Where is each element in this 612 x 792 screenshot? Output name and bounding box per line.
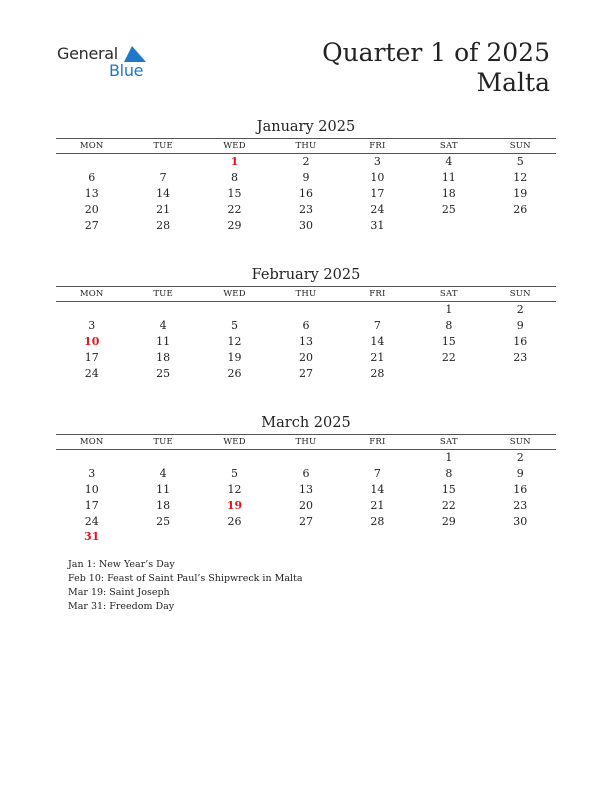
month-title: February 2025 xyxy=(251,267,361,283)
day-cell: 30 xyxy=(298,218,313,232)
day-cell: 30 xyxy=(513,514,528,528)
day-cell: 15 xyxy=(227,186,242,200)
day-cell: 19 xyxy=(227,350,242,364)
day-cell: 24 xyxy=(84,366,99,380)
day-cell: 14 xyxy=(370,482,385,496)
day-cell: 10 xyxy=(84,482,99,496)
day-cell: 16 xyxy=(513,482,528,496)
day-cell: 20 xyxy=(298,350,313,364)
day-cell: 3 xyxy=(88,319,96,333)
weekday-label: FRI xyxy=(369,289,386,299)
holiday-note: Feb 10: Feast of Saint Paul’s Shipwreck in Malta xyxy=(68,573,303,584)
day-cell: 10 xyxy=(370,171,385,185)
day-cell: 6 xyxy=(88,171,96,185)
weekday-label: TUE xyxy=(153,141,173,151)
day-cell: 6 xyxy=(302,467,310,481)
day-cell: 15 xyxy=(441,482,456,496)
holiday-note: Mar 31: Freedom Day xyxy=(68,601,175,612)
weekday-label: SAT xyxy=(439,141,458,151)
week-row xyxy=(56,466,556,482)
day-cell: 21 xyxy=(370,350,385,364)
day-cell: 29 xyxy=(227,218,242,232)
logo-text-general: General xyxy=(57,44,118,63)
day-cell: 28 xyxy=(370,514,385,528)
day-cell: 22 xyxy=(227,202,242,216)
day-cell: 12 xyxy=(227,482,242,496)
day-cell: 2 xyxy=(516,303,524,317)
week-row xyxy=(56,334,556,350)
page-title xyxy=(322,38,550,98)
day-cell: 18 xyxy=(441,186,456,200)
day-cell: 27 xyxy=(298,366,313,380)
day-cell: 9 xyxy=(516,467,524,481)
day-cell: 23 xyxy=(298,202,313,216)
day-cell: 8 xyxy=(445,467,453,481)
weekday-header xyxy=(56,138,556,154)
weekday-label: MON xyxy=(79,289,104,299)
day-cell: 24 xyxy=(84,514,99,528)
week-row xyxy=(56,186,556,202)
day-cell: 25 xyxy=(156,366,171,380)
day-cell: 12 xyxy=(227,334,242,348)
month-calendar xyxy=(56,117,556,233)
day-cell: 14 xyxy=(156,186,171,200)
week-row xyxy=(56,365,556,381)
weekday-label: MON xyxy=(79,141,104,151)
day-cell: 1 xyxy=(230,155,239,169)
weekday-label: WED xyxy=(223,289,246,299)
day-cell: 15 xyxy=(441,334,456,348)
day-cell: 31 xyxy=(370,218,385,232)
day-cell: 9 xyxy=(302,171,310,185)
weekday-label: SUN xyxy=(509,141,531,151)
day-cell: 28 xyxy=(156,218,171,232)
day-cell: 20 xyxy=(84,202,99,216)
day-cell: 26 xyxy=(227,366,242,380)
day-cell: 5 xyxy=(516,155,524,169)
day-cell: 11 xyxy=(156,334,171,348)
day-cell: 17 xyxy=(84,498,99,512)
month-title: January 2025 xyxy=(256,119,356,135)
day-cell: 31 xyxy=(84,530,100,544)
day-cell: 9 xyxy=(516,319,524,333)
day-cell: 23 xyxy=(513,498,528,512)
day-cell: 11 xyxy=(156,482,171,496)
day-cell: 17 xyxy=(84,350,99,364)
week-row xyxy=(56,302,556,318)
day-cell: 5 xyxy=(231,467,239,481)
day-cell: 3 xyxy=(373,155,381,169)
holiday-notes xyxy=(68,558,303,614)
day-cell: 7 xyxy=(159,171,167,185)
day-cell: 1 xyxy=(445,451,453,465)
weekday-label: FRI xyxy=(369,141,386,151)
weekday-label: WED xyxy=(223,437,246,447)
day-cell: 19 xyxy=(513,186,528,200)
day-cell: 27 xyxy=(298,514,313,528)
month-title: March 2025 xyxy=(261,415,351,431)
day-cell: 4 xyxy=(159,319,167,333)
month-calendar xyxy=(56,413,556,545)
day-cell: 25 xyxy=(441,202,456,216)
day-cell: 16 xyxy=(298,186,313,200)
day-cell: 13 xyxy=(84,186,99,200)
weekday-label: SAT xyxy=(439,289,458,299)
week-row xyxy=(56,318,556,334)
day-cell: 26 xyxy=(227,514,242,528)
day-cell: 28 xyxy=(370,366,385,380)
week-row xyxy=(56,217,556,233)
week-row xyxy=(56,482,556,498)
weekday-label: WED xyxy=(223,141,246,151)
weekday-label: FRI xyxy=(369,437,386,447)
day-cell: 29 xyxy=(441,514,456,528)
day-cell: 8 xyxy=(231,171,239,185)
day-cell: 27 xyxy=(84,218,99,232)
day-cell: 8 xyxy=(445,319,453,333)
country-title: Malta xyxy=(476,68,550,97)
holiday-note: Mar 19: Saint Joseph xyxy=(68,587,170,598)
week-row xyxy=(56,201,556,217)
day-cell: 13 xyxy=(298,334,313,348)
weekday-header xyxy=(56,286,556,302)
day-cell: 13 xyxy=(298,482,313,496)
generalblue-logo xyxy=(57,44,157,84)
day-cell: 12 xyxy=(513,171,528,185)
day-cell: 10 xyxy=(84,334,100,348)
day-cell: 21 xyxy=(370,498,385,512)
day-cell: 11 xyxy=(441,171,456,185)
day-cell: 21 xyxy=(156,202,171,216)
weekday-label: TUE xyxy=(153,289,173,299)
day-cell: 17 xyxy=(370,186,385,200)
logo-text-blue: Blue xyxy=(109,61,144,80)
holiday-note: Jan 1: New Year’s Day xyxy=(68,559,175,570)
weekday-label: THU xyxy=(295,141,317,151)
quarter-title: Quarter 1 of 2025 xyxy=(322,38,550,67)
weekday-label: MON xyxy=(79,437,104,447)
weekday-header xyxy=(56,434,556,450)
week-row xyxy=(56,450,556,466)
logo-triangle-icon xyxy=(124,46,146,62)
week-row xyxy=(56,513,556,529)
day-cell: 6 xyxy=(302,319,310,333)
weekday-label: THU xyxy=(295,437,317,447)
month-calendar xyxy=(56,265,556,381)
day-cell: 7 xyxy=(373,467,381,481)
day-cell: 16 xyxy=(513,334,528,348)
day-cell: 1 xyxy=(445,303,453,317)
week-row xyxy=(56,497,556,513)
day-cell: 4 xyxy=(445,155,453,169)
day-cell: 4 xyxy=(159,467,167,481)
weekday-label: THU xyxy=(295,289,317,299)
day-cell: 24 xyxy=(370,202,385,216)
day-cell: 18 xyxy=(156,498,171,512)
weekday-label: SUN xyxy=(509,289,531,299)
day-cell: 2 xyxy=(516,451,524,465)
week-row xyxy=(56,170,556,186)
week-row xyxy=(56,349,556,365)
day-cell: 2 xyxy=(302,155,310,169)
day-cell: 20 xyxy=(298,498,313,512)
week-row xyxy=(56,154,556,170)
weekday-label: SUN xyxy=(509,437,531,447)
weekday-label: TUE xyxy=(153,437,173,447)
week-row xyxy=(56,529,556,545)
day-cell: 25 xyxy=(156,514,171,528)
day-cell: 18 xyxy=(156,350,171,364)
day-cell: 22 xyxy=(441,350,456,364)
day-cell: 5 xyxy=(231,319,239,333)
weekday-label: SAT xyxy=(439,437,458,447)
day-cell: 14 xyxy=(370,334,385,348)
day-cell: 7 xyxy=(373,319,381,333)
day-cell: 19 xyxy=(226,498,243,512)
day-cell: 26 xyxy=(513,202,528,216)
day-cell: 23 xyxy=(513,350,528,364)
day-cell: 22 xyxy=(441,498,456,512)
day-cell: 3 xyxy=(88,467,96,481)
